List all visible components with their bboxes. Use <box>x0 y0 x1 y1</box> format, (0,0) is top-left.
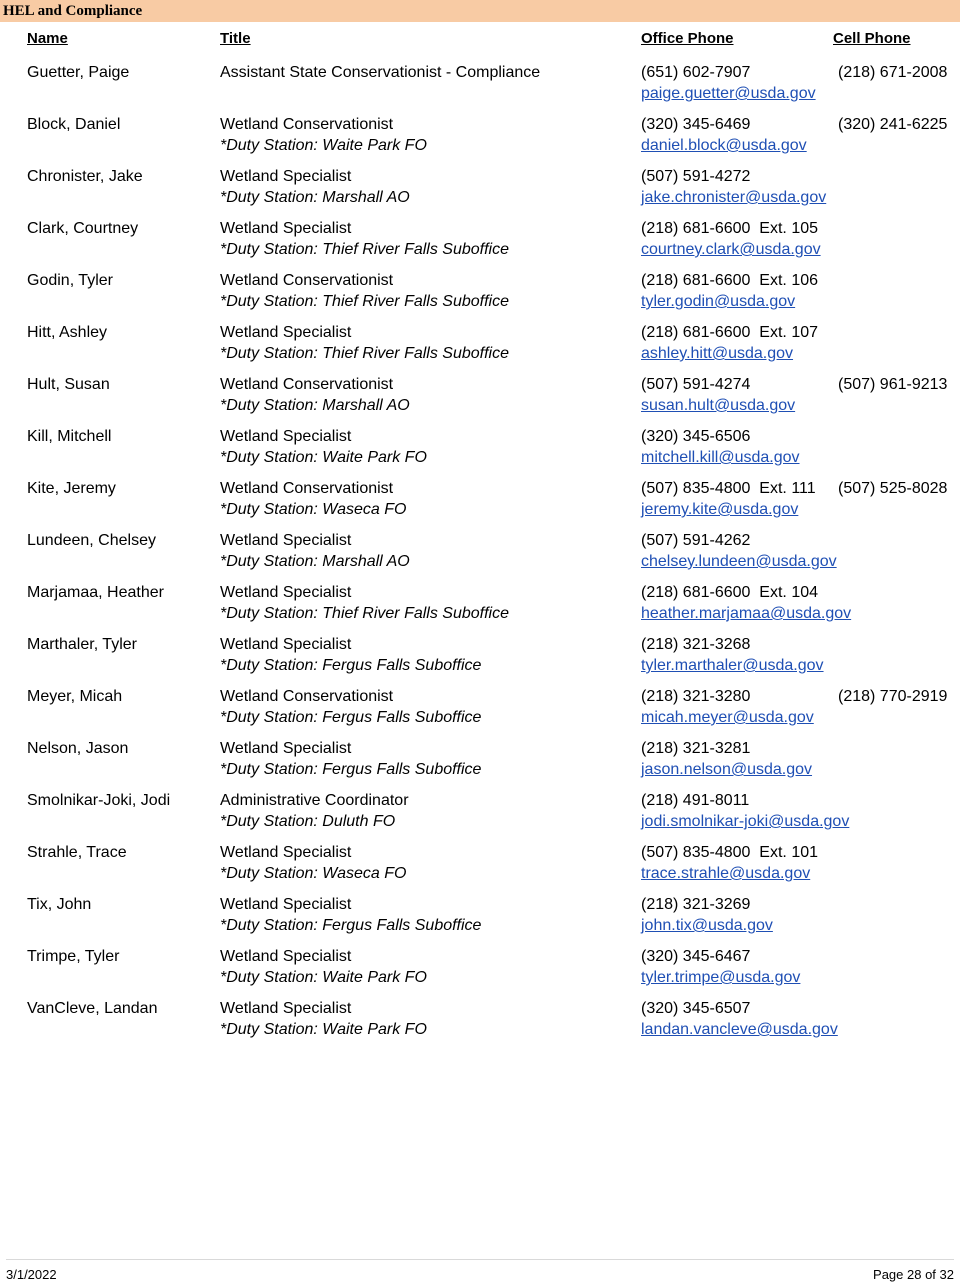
table-row <box>0 790 960 842</box>
duty-station: *Duty Station: Fergus Falls Suboffice <box>220 761 482 778</box>
office-contact <box>641 686 814 728</box>
office-contact <box>641 270 818 312</box>
employee-name: Meyer, Micah <box>27 688 123 705</box>
email-link[interactable]: mitchell.kill@usda.gov <box>641 449 800 466</box>
office-contact <box>641 634 824 676</box>
office-contact <box>641 426 800 468</box>
email-link[interactable]: susan.hult@usda.gov <box>641 397 796 414</box>
office-contact <box>641 894 773 936</box>
employee-name: Smolnikar-Joki, Jodi <box>27 792 171 809</box>
email-link[interactable]: trace.strahle@usda.gov <box>641 865 811 882</box>
job-title: Wetland Conservationist <box>220 376 394 393</box>
email-link[interactable]: tyler.godin@usda.gov <box>641 293 796 310</box>
title-cell <box>220 62 540 83</box>
table-row <box>0 62 960 114</box>
office-contact <box>641 530 837 572</box>
job-title: Wetland Specialist <box>220 324 352 341</box>
employee-name: Tix, John <box>27 896 92 913</box>
title-cell <box>220 218 509 260</box>
employee-name: Trimpe, Tyler <box>27 948 120 965</box>
employee-name: Marthaler, Tyler <box>27 636 137 653</box>
office-contact <box>641 322 818 364</box>
duty-station: *Duty Station: Waseca FO <box>220 865 407 882</box>
title-cell <box>220 426 427 468</box>
office-phone: (320) 345-6467 <box>641 948 751 965</box>
table-row <box>0 894 960 946</box>
cell-phone: (507) 525-8028 <box>838 480 948 497</box>
email-link[interactable]: jake.chronister@usda.gov <box>641 189 827 206</box>
email-link[interactable]: paige.guetter@usda.gov <box>641 85 816 102</box>
cell-phone: (507) 961-9213 <box>838 376 948 393</box>
email-link[interactable]: chelsey.lundeen@usda.gov <box>641 553 837 570</box>
job-title: Wetland Specialist <box>220 948 352 965</box>
office-contact <box>641 738 812 780</box>
job-title: Administrative Coordinator <box>220 792 409 809</box>
email-link[interactable]: tyler.marthaler@usda.gov <box>641 657 824 674</box>
title-cell <box>220 374 410 416</box>
office-contact <box>641 946 800 988</box>
title-cell <box>220 842 406 884</box>
job-title: Wetland Specialist <box>220 584 352 601</box>
employee-name: Clark, Courtney <box>27 220 139 237</box>
title-cell <box>220 998 427 1040</box>
office-phone: (218) 681-6600 Ext. 105 <box>641 220 819 237</box>
employee-name: Nelson, Jason <box>27 740 129 757</box>
duty-station: *Duty Station: Thief River Falls Suboffice <box>220 605 510 622</box>
employee-name: Guetter, Paige <box>27 64 130 81</box>
column-header-title: Title <box>220 30 251 47</box>
email-link[interactable]: jodi.smolnikar-joki@usda.gov <box>641 813 850 830</box>
employee-name: Strahle, Trace <box>27 844 127 861</box>
office-phone: (218) 491-8011 <box>641 792 750 809</box>
table-row <box>0 634 960 686</box>
office-phone: (651) 602-7907 <box>641 64 751 81</box>
office-contact <box>641 374 795 416</box>
office-contact <box>641 478 816 520</box>
job-title: Wetland Specialist <box>220 844 352 861</box>
job-title: Wetland Conservationist <box>220 688 394 705</box>
office-phone: (218) 681-6600 Ext. 106 <box>641 272 819 289</box>
table-row <box>0 166 960 218</box>
office-contact <box>641 114 807 156</box>
footer-date: 3/1/2022 <box>6 1267 57 1282</box>
office-phone: (218) 321-3281 <box>641 740 751 757</box>
email-link[interactable]: ashley.hitt@usda.gov <box>641 345 794 362</box>
title-cell <box>220 634 481 676</box>
title-cell <box>220 322 509 364</box>
employee-name: Godin, Tyler <box>27 272 113 289</box>
title-cell <box>220 478 406 520</box>
office-contact <box>641 218 821 260</box>
office-phone: (320) 345-6469 <box>641 116 751 133</box>
column-header-name: Name <box>27 30 68 47</box>
page-number: Page 28 of 32 <box>873 1267 954 1282</box>
job-title: Wetland Specialist <box>220 428 352 445</box>
table-row <box>0 738 960 790</box>
office-phone: (218) 321-3268 <box>641 636 751 653</box>
office-phone: (320) 345-6507 <box>641 1000 751 1017</box>
office-contact <box>641 582 851 624</box>
email-link[interactable]: daniel.block@usda.gov <box>641 137 807 154</box>
title-cell <box>220 894 481 936</box>
email-link[interactable]: landan.vancleve@usda.gov <box>641 1021 838 1038</box>
duty-station: *Duty Station: Thief River Falls Suboffice <box>220 345 510 362</box>
job-title: Wetland Conservationist <box>220 116 394 133</box>
office-phone: (507) 591-4272 <box>641 168 751 185</box>
office-contact <box>641 998 838 1040</box>
table-row <box>0 374 960 426</box>
duty-station: *Duty Station: Waite Park FO <box>220 969 427 986</box>
job-title: Wetland Specialist <box>220 168 352 185</box>
cell-phone: (320) 241-6225 <box>838 116 948 133</box>
duty-station: *Duty Station: Marshall AO <box>220 189 410 206</box>
office-phone: (320) 345-6506 <box>641 428 751 445</box>
office-contact <box>641 842 818 884</box>
table-row <box>0 478 960 530</box>
duty-station: *Duty Station: Fergus Falls Suboffice <box>220 709 482 726</box>
table-row <box>0 530 960 582</box>
job-title: Wetland Specialist <box>220 532 352 549</box>
duty-station: *Duty Station: Thief River Falls Suboffice <box>220 241 510 258</box>
employee-name: Hitt, Ashley <box>27 324 108 341</box>
job-title: Assistant State Conservationist - Compliance <box>220 64 541 81</box>
table-row <box>0 998 960 1050</box>
table-row <box>0 946 960 998</box>
office-phone: (507) 835-4800 Ext. 101 <box>641 844 819 861</box>
job-title: Wetland Specialist <box>220 896 352 913</box>
title-cell <box>220 582 509 624</box>
employee-name: Hult, Susan <box>27 376 110 393</box>
table-row <box>0 218 960 270</box>
title-cell <box>220 270 509 312</box>
email-link[interactable]: jeremy.kite@usda.gov <box>641 501 799 518</box>
duty-station: *Duty Station: Thief River Falls Suboffice <box>220 293 510 310</box>
office-phone: (507) 591-4262 <box>641 532 751 549</box>
duty-station: *Duty Station: Fergus Falls Suboffice <box>220 917 482 934</box>
email-link[interactable]: john.tix@usda.gov <box>641 917 773 934</box>
office-phone: (507) 835-4800 Ext. 111 <box>641 480 816 497</box>
employee-name: Kite, Jeremy <box>27 480 116 497</box>
email-link[interactable]: tyler.trimpe@usda.gov <box>641 969 801 986</box>
title-cell <box>220 738 481 780</box>
duty-station: *Duty Station: Marshall AO <box>220 553 410 570</box>
table-row <box>0 842 960 894</box>
cell-phone: (218) 671-2008 <box>838 64 948 81</box>
column-header-cell-phone: Cell Phone <box>833 30 911 47</box>
directory-table <box>0 62 960 1050</box>
duty-station: *Duty Station: Waite Park FO <box>220 1021 427 1038</box>
section-title: HEL and Compliance <box>0 0 960 22</box>
table-row <box>0 114 960 166</box>
duty-station: *Duty Station: Marshall AO <box>220 397 410 414</box>
office-phone: (218) 681-6600 Ext. 104 <box>641 584 819 601</box>
office-phone: (218) 321-3269 <box>641 896 751 913</box>
duty-station: *Duty Station: Fergus Falls Suboffice <box>220 657 482 674</box>
employee-name: Marjamaa, Heather <box>27 584 164 601</box>
title-cell <box>220 686 481 728</box>
office-contact <box>641 790 849 832</box>
job-title: Wetland Specialist <box>220 740 352 757</box>
table-row <box>0 322 960 374</box>
employee-name: Block, Daniel <box>27 116 121 133</box>
title-cell <box>220 114 427 156</box>
job-title: Wetland Specialist <box>220 636 352 653</box>
job-title: Wetland Specialist <box>220 220 352 237</box>
table-row <box>0 270 960 322</box>
job-title: Wetland Specialist <box>220 1000 352 1017</box>
footer-divider <box>6 1259 954 1260</box>
table-row <box>0 426 960 478</box>
duty-station: *Duty Station: Waite Park FO <box>220 449 427 466</box>
office-contact <box>641 62 816 104</box>
title-cell <box>220 946 427 988</box>
employee-name: Kill, Mitchell <box>27 428 112 445</box>
title-cell <box>220 530 410 572</box>
duty-station: *Duty Station: Duluth FO <box>220 813 396 830</box>
title-cell <box>220 166 410 208</box>
employee-name: Chronister, Jake <box>27 168 143 185</box>
duty-station: *Duty Station: Waite Park FO <box>220 137 427 154</box>
employee-name: Lundeen, Chelsey <box>27 532 156 549</box>
email-link[interactable]: jason.nelson@usda.gov <box>641 761 813 778</box>
job-title: Wetland Conservationist <box>220 272 394 289</box>
table-row <box>0 686 960 738</box>
office-phone: (218) 321-3280 <box>641 688 751 705</box>
email-link[interactable]: heather.marjamaa@usda.gov <box>641 605 852 622</box>
office-contact <box>641 166 826 208</box>
email-link[interactable]: micah.meyer@usda.gov <box>641 709 814 726</box>
title-cell <box>220 790 409 832</box>
column-header-office-phone: Office Phone <box>641 30 734 47</box>
job-title: Wetland Conservationist <box>220 480 394 497</box>
office-phone: (507) 591-4274 <box>641 376 751 393</box>
cell-phone: (218) 770-2919 <box>838 688 948 705</box>
table-row <box>0 582 960 634</box>
office-phone: (218) 681-6600 Ext. 107 <box>641 324 819 341</box>
employee-name: VanCleve, Landan <box>27 1000 158 1017</box>
duty-station: *Duty Station: Waseca FO <box>220 501 407 518</box>
email-link[interactable]: courtney.clark@usda.gov <box>641 241 821 258</box>
